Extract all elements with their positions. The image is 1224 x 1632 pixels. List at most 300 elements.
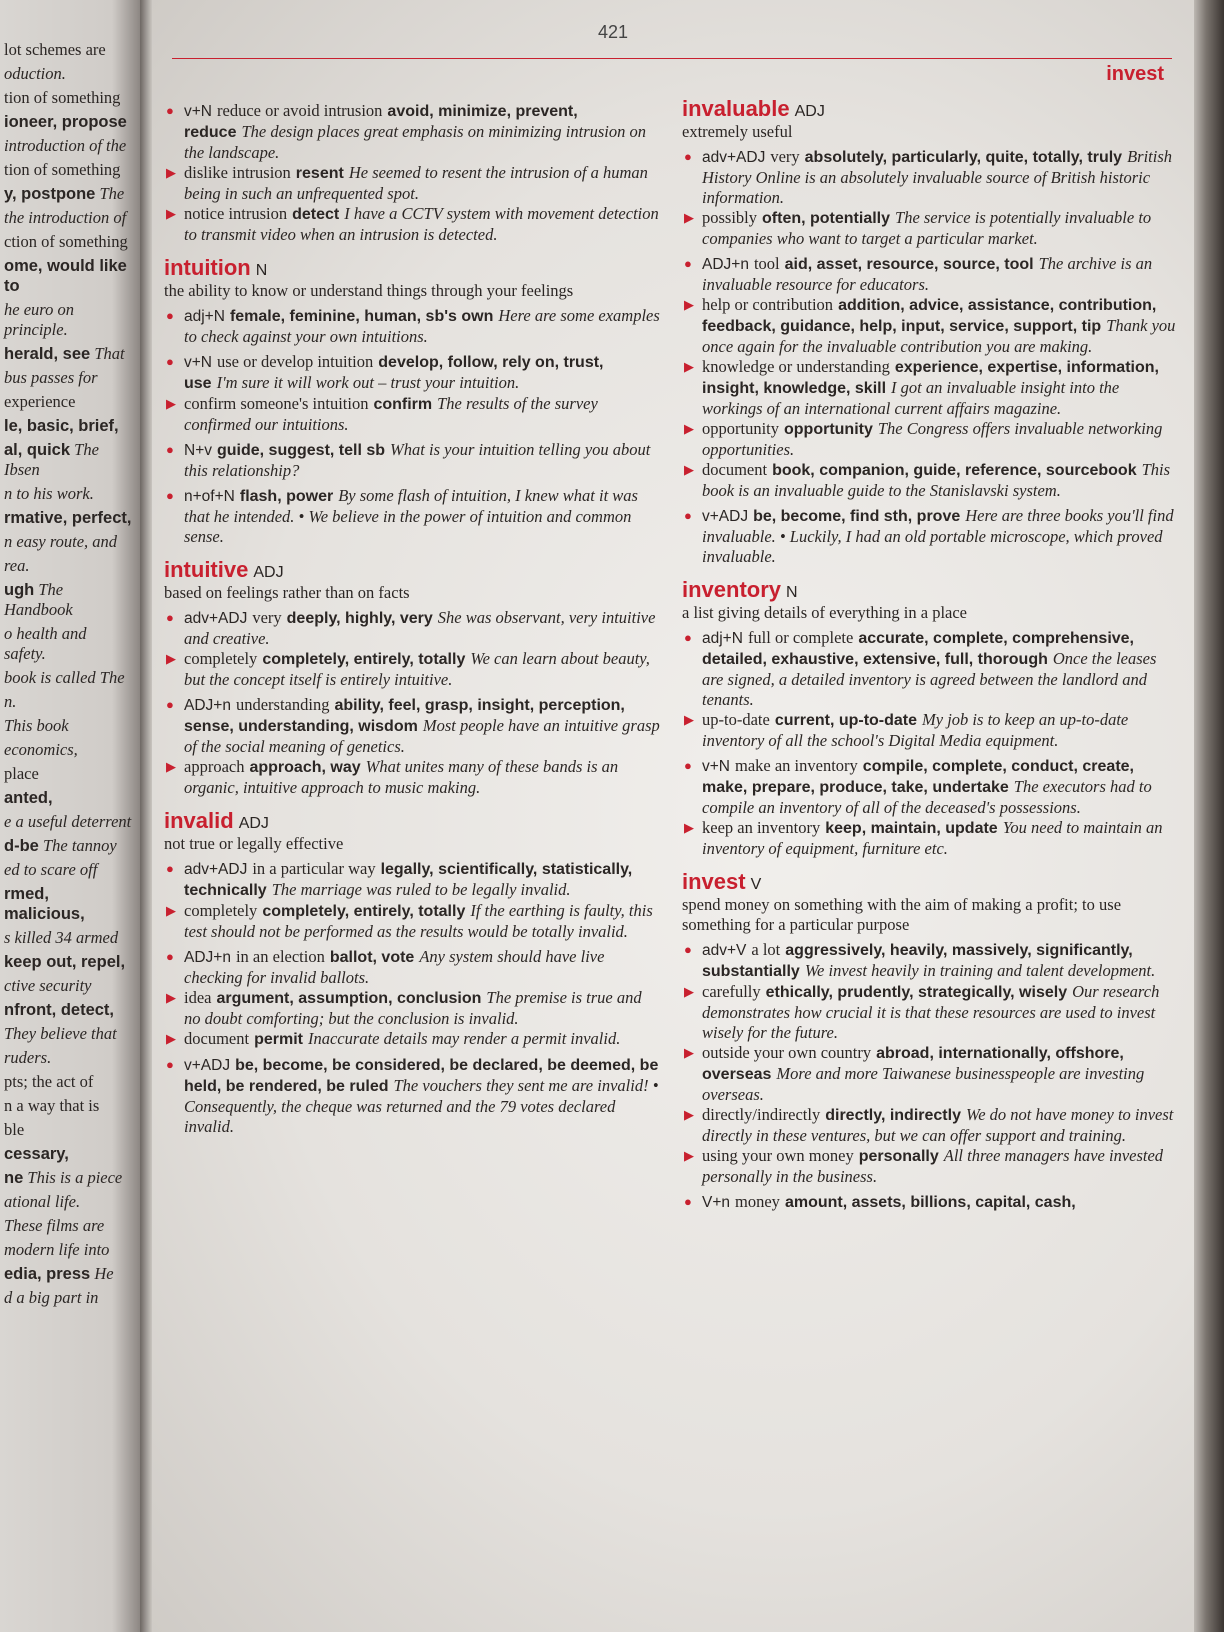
text-segment: bus passes for	[4, 368, 98, 387]
text-line	[4, 1144, 132, 1164]
text-segment: The Handbook	[4, 580, 73, 619]
collocates: resent	[295, 165, 344, 182]
bullet-icon: ●	[166, 308, 174, 323]
collocation-sense	[682, 710, 1178, 751]
book-gutter	[140, 0, 152, 1632]
arrow-icon: ▶	[166, 206, 176, 221]
entry-heading	[682, 96, 1178, 122]
text-line	[4, 344, 132, 364]
text-segment: anted,	[4, 789, 53, 807]
collocates: personally	[858, 1148, 939, 1165]
headword: invalid	[164, 808, 234, 833]
text-line	[4, 1264, 132, 1284]
collocates: approach, way	[249, 759, 361, 776]
dictionary-entry	[682, 96, 1178, 567]
text-line	[4, 1024, 132, 1044]
example-sentence: She was observant, very intuitive and creative.	[184, 608, 656, 648]
collocation-pattern: adv+ADJ	[702, 149, 766, 166]
text-segment: n a way that is	[4, 1096, 100, 1115]
text-line	[4, 160, 132, 180]
collocation-pattern: ADJ+n	[702, 256, 749, 273]
text-segment: place	[4, 764, 39, 783]
dictionary-entry	[682, 577, 1178, 859]
collocation-pattern: adv+ADJ	[184, 610, 248, 627]
definition: extremely useful	[682, 122, 793, 141]
example-sentence: This book is an invaluable guide to the Stanislavski system.	[702, 460, 1171, 500]
arrow-icon: ▶	[684, 820, 694, 835]
collocation-sense	[682, 506, 1178, 567]
arrow-icon: ▶	[166, 651, 176, 666]
collocation-sense	[164, 440, 660, 481]
sense-gloss: help or contribution	[702, 295, 834, 314]
sense-gloss: use or develop intuition	[217, 352, 374, 371]
example-sentence: We can learn about beauty, but the concept itself is entirely intuitive.	[184, 649, 650, 689]
part-of-speech: N	[255, 262, 268, 279]
example-sentence: I'm sure it will work out – trust your intuition.	[216, 373, 520, 392]
sense-gloss: tool	[753, 254, 780, 273]
sense-gloss: notice intrusion	[184, 204, 288, 223]
text-line	[4, 1192, 132, 1212]
text-line	[4, 184, 132, 204]
example-sentence: He seemed to resent the intrusion of a human being in such an unfrequented spot.	[184, 163, 648, 203]
text-line	[4, 1216, 132, 1236]
text-segment: This is a piece	[23, 1168, 123, 1187]
collocation-sense	[682, 818, 1178, 859]
example-sentence: Once the leases are signed, a detailed inventory is agreed between the landlord and tenants.	[702, 649, 1157, 709]
text-segment: ugh	[4, 581, 35, 599]
example-sentence: The marriage was ruled to be legally invalid.	[271, 880, 571, 899]
arrow-icon: ▶	[684, 210, 694, 225]
text-segment: o health and safety.	[4, 624, 87, 663]
text-segment: e a useful deterrent	[4, 812, 132, 831]
arrow-icon: ▶	[166, 759, 176, 774]
collocates: directly, indirectly	[825, 1107, 961, 1124]
collocation-sense	[164, 947, 660, 988]
entry-heading	[164, 557, 660, 583]
page-number: 421	[598, 22, 629, 42]
example-sentence: The vouchers they sent me are invalid! • Consequently, the cheque was returned and the 79 votes declared invalid.	[184, 1076, 659, 1136]
collocates: avoid, minimize, prevent, reduce	[184, 103, 578, 141]
arrow-icon: ▶	[166, 903, 176, 918]
collocation-sense	[164, 306, 660, 347]
example-sentence: The design places great emphasis on minimizing intrusion on the landscape.	[184, 122, 647, 162]
entry-heading	[164, 255, 660, 281]
collocates: ballot, vote	[329, 949, 415, 966]
text-segment: They believe that	[4, 1024, 117, 1043]
sense-gloss: approach	[184, 757, 245, 776]
collocates: completely, entirely, totally	[262, 903, 466, 920]
dictionary-entry	[164, 101, 660, 245]
collocates: aggressively, heavily, massively, significantly, substantially	[702, 942, 1133, 980]
sense-gloss: using your own money	[702, 1146, 854, 1165]
sense-gloss: outside your own country	[702, 1043, 872, 1062]
text-segment: He	[90, 1264, 114, 1283]
text-segment: experience	[4, 392, 76, 411]
bullet-icon: ●	[684, 256, 692, 271]
left-page-text	[4, 40, 132, 1312]
collocates: often, potentially	[762, 210, 891, 227]
text-segment: n.	[4, 692, 17, 711]
headword: invest	[682, 869, 746, 894]
collocates: amount, assets, billions, capital, cash,	[784, 1194, 1076, 1211]
example-sentence: The executors had to compile an inventory of all of the deceased's possessions.	[702, 777, 1152, 817]
collocates: accurate, complete, comprehensive, detailed, exhaustive, extensive, full, thorough	[702, 630, 1134, 668]
text-line	[4, 484, 132, 504]
collocates: legally, scientifically, statistically, technically	[184, 861, 633, 899]
collocation-sense	[682, 1146, 1178, 1187]
collocates: absolutely, particularly, quite, totally, truly	[804, 149, 1123, 166]
text-line	[4, 1240, 132, 1260]
collocates: current, up-to-date	[774, 712, 918, 729]
collocation-sense	[682, 208, 1178, 249]
collocates: ability, feel, grasp, insight, perception, sense, understanding, wisdom	[184, 697, 625, 735]
text-segment: rea.	[4, 556, 30, 575]
collocation-pattern: n+of+N	[184, 488, 235, 505]
text-segment: introduction of the	[4, 136, 127, 155]
part-of-speech: ADJ	[794, 103, 825, 120]
header-rule	[172, 58, 1172, 59]
definition: a list giving details of everything in a place	[682, 603, 968, 622]
example-sentence: The service is potentially invaluable to companies who want to target a particular market.	[702, 208, 1152, 248]
text-line	[4, 624, 132, 664]
collocation-sense	[164, 1029, 660, 1050]
collocation-pattern: ADJ+n	[184, 697, 231, 714]
text-segment: rmative, perfect,	[4, 509, 132, 527]
text-segment: he euro on principle.	[4, 300, 74, 339]
collocates: opportunity	[784, 421, 873, 438]
example-sentence: I got an invaluable insight into the workings of an international current affairs magazine.	[702, 378, 1120, 418]
arrow-icon: ▶	[684, 421, 694, 436]
arrow-icon: ▶	[684, 462, 694, 477]
collocates: be, become, be considered, be declared, be deemed, be held, be rendered, be ruled	[184, 1057, 659, 1095]
collocation-sense	[682, 357, 1178, 419]
text-segment: d a big part in	[4, 1288, 99, 1307]
collocation-pattern: adv+ADJ	[184, 861, 248, 878]
text-segment: nfront, detect,	[4, 1001, 114, 1019]
sense-gloss: knowledge or understanding	[702, 357, 890, 376]
arrow-icon: ▶	[684, 712, 694, 727]
headword: invaluable	[682, 96, 790, 121]
sense-gloss: directly/indirectly	[702, 1105, 821, 1124]
running-head: invest	[1106, 63, 1164, 85]
text-line	[4, 740, 132, 760]
text-line	[4, 532, 132, 552]
collocation-sense	[164, 101, 660, 163]
bullet-icon: ●	[684, 149, 692, 164]
example-sentence: Here are three books you'll find invaluable. • Luckily, I had an old portable microscope, which proved invaluable.	[702, 506, 1174, 566]
example-sentence: What unites many of these bands is an organic, intuitive approach to music making.	[184, 757, 619, 797]
text-segment: ruders.	[4, 1048, 52, 1067]
text-segment: herald, see	[4, 345, 91, 363]
text-line	[4, 40, 132, 60]
dictionary-entry	[164, 255, 660, 547]
text-segment: economics,	[4, 740, 78, 759]
arrow-icon: ▶	[684, 984, 694, 999]
sense-gloss: very	[252, 608, 282, 627]
example-sentence: Here are some examples to check against your own intuitions.	[184, 306, 660, 346]
example-sentence: Any system should have live checking for invalid ballots.	[184, 947, 605, 987]
sense-gloss: full or complete	[747, 628, 854, 647]
sense-gloss: completely	[184, 649, 258, 668]
text-segment: ctive security	[4, 976, 92, 995]
arrow-icon: ▶	[166, 165, 176, 180]
collocation-sense	[164, 608, 660, 649]
collocation-pattern: v+ADJ	[184, 1057, 231, 1074]
collocation-pattern: v+ADJ	[702, 508, 749, 525]
collocation-pattern: ADJ+n	[184, 949, 231, 966]
collocates: develop, follow, rely on, trust, use	[184, 354, 604, 392]
text-line	[4, 1096, 132, 1116]
text-segment: ed to scare off	[4, 860, 98, 879]
text-line	[4, 256, 132, 296]
collocates: book, companion, guide, reference, sourcebook	[772, 462, 1137, 479]
text-line	[4, 88, 132, 108]
collocation-sense	[164, 859, 660, 901]
text-line	[4, 440, 132, 480]
dictionary-entry	[164, 808, 660, 1137]
collocation-sense	[164, 394, 660, 435]
text-line	[4, 64, 132, 84]
sense-gloss: in an election	[235, 947, 325, 966]
text-line	[4, 556, 132, 576]
example-sentence: We invest heavily in training and talent development.	[804, 961, 1156, 980]
collocation-sense	[682, 419, 1178, 460]
entry-heading	[682, 577, 1178, 603]
sense-gloss: document	[702, 460, 768, 479]
collocation-sense	[682, 1043, 1178, 1105]
text-line	[4, 716, 132, 736]
bullet-icon: ●	[684, 1194, 692, 1209]
text-segment: This book	[4, 716, 69, 735]
headword: intuitive	[164, 557, 249, 582]
text-segment: ational life.	[4, 1192, 81, 1211]
collocation-pattern: v+N	[184, 103, 212, 120]
definition: the ability to know or understand things through your feelings	[164, 281, 574, 300]
text-segment: tion of something	[4, 88, 121, 107]
example-sentence: We do not have money to invest directly in these ventures, but we can offer support and training.	[702, 1105, 1174, 1145]
sense-gloss: up-to-date	[702, 710, 770, 729]
headword: intuition	[164, 255, 251, 280]
text-line	[4, 764, 132, 784]
text-segment: ble	[4, 1120, 25, 1139]
sense-gloss: reduce or avoid intrusion	[217, 101, 383, 120]
text-segment: y, postpone	[4, 185, 96, 203]
text-segment: le, basic, brief,	[4, 417, 119, 435]
collocates: deeply, highly, very	[286, 610, 433, 627]
sense-gloss: understanding	[235, 695, 330, 714]
example-sentence: Most people have an intuitive grasp of the social meaning of genetics.	[184, 716, 660, 756]
arrow-icon: ▶	[684, 297, 694, 312]
sense-gloss: dislike intrusion	[184, 163, 291, 182]
text-segment: ne	[4, 1169, 24, 1187]
text-line	[4, 1168, 132, 1188]
example-sentence: The archive is an invaluable resource for educators.	[702, 254, 1153, 294]
bullet-icon: ●	[166, 488, 174, 503]
collocation-sense	[682, 295, 1178, 357]
sense-gloss: possibly	[702, 208, 758, 227]
collocates: argument, assumption, conclusion	[216, 990, 482, 1007]
text-segment: The tannoy	[38, 836, 117, 855]
bullet-icon: ●	[166, 610, 174, 625]
text-segment: lot schemes are	[4, 40, 106, 59]
bullet-icon: ●	[166, 1057, 174, 1072]
text-segment: keep out, repel,	[4, 953, 126, 971]
text-segment: n to his work.	[4, 484, 94, 503]
text-line	[4, 836, 132, 856]
example-sentence: By some flash of intuition, I knew what it was that he intended. • We believe in the power of intuition and common sense.	[184, 486, 638, 546]
example-sentence: The premise is true and no doubt comforting; but the conclusion is invalid.	[184, 988, 642, 1028]
example-sentence: What is your intuition telling you about this relationship?	[184, 440, 651, 480]
collocates: flash, power	[239, 488, 334, 505]
text-line	[4, 300, 132, 340]
text-segment: ome, would like to	[4, 257, 127, 295]
text-segment: These films are	[4, 1216, 105, 1235]
definition: spend money on something with the aim of making a profit; to use something for a particular purpose	[682, 895, 1122, 934]
collocation-sense	[164, 649, 660, 690]
sense-gloss: carefully	[702, 982, 761, 1001]
bullet-icon: ●	[166, 861, 174, 876]
collocation-sense	[682, 982, 1178, 1043]
sense-gloss: confirm someone's intuition	[184, 394, 369, 413]
headword: inventory	[682, 577, 782, 602]
sense-gloss: money	[735, 1192, 780, 1211]
example-sentence: If the earthing is faulty, this test should not be performed as the results would be totally invalid.	[184, 901, 653, 941]
bullet-icon: ●	[166, 949, 174, 964]
collocates: abroad, internationally, offshore, overseas	[702, 1045, 1124, 1083]
text-segment: ction of something	[4, 232, 128, 251]
arrow-icon: ▶	[684, 1045, 694, 1060]
text-segment: s killed 34 armed	[4, 928, 119, 947]
sense-gloss: make an inventory	[735, 756, 858, 775]
sense-gloss: keep an inventory	[702, 818, 821, 837]
text-line	[4, 788, 132, 808]
right-column	[682, 96, 1178, 1223]
text-segment: That	[90, 344, 125, 363]
collocation-sense	[164, 204, 660, 245]
collocation-pattern: v+N	[702, 758, 730, 775]
example-sentence: The Congress offers invaluable networking opportunities.	[702, 419, 1163, 459]
part-of-speech: N	[786, 584, 798, 601]
text-line	[4, 392, 132, 412]
example-sentence: The results of the survey confirmed our intuitions.	[184, 394, 598, 434]
text-segment: book is called The	[4, 668, 125, 687]
example-sentence: All three managers have invested personally in the business.	[702, 1146, 1164, 1186]
text-line	[4, 1072, 132, 1092]
bullet-icon: ●	[166, 697, 174, 712]
bullet-icon: ●	[166, 442, 174, 457]
sense-gloss: completely	[184, 901, 258, 920]
collocation-sense	[682, 147, 1178, 208]
collocation-sense	[682, 254, 1178, 295]
text-line	[4, 208, 132, 228]
text-segment: modern life into	[4, 1240, 110, 1259]
collocation-sense	[164, 757, 660, 798]
collocation-pattern: adj+N	[184, 308, 225, 325]
bullet-icon: ●	[684, 508, 692, 523]
collocates: addition, advice, assistance, contribution, feedback, guidance, help, input, service, support, tip	[702, 297, 1157, 335]
collocation-sense	[164, 352, 660, 394]
dictionary-entry	[682, 869, 1178, 1213]
arrow-icon: ▶	[166, 1031, 176, 1046]
bullet-icon: ●	[684, 942, 692, 957]
sense-gloss: document	[184, 1029, 250, 1048]
example-sentence: Thank you once again for the invaluable contribution you are making.	[702, 316, 1176, 356]
entry-heading	[682, 869, 1178, 895]
text-line	[4, 884, 132, 924]
collocates: experience, expertise, information, insight, knowledge, skill	[702, 359, 1159, 397]
collocation-sense	[682, 1105, 1178, 1146]
collocation-sense	[682, 940, 1178, 982]
collocation-sense	[164, 901, 660, 942]
collocates: be, become, find sth, prove	[753, 508, 961, 525]
text-line	[4, 1048, 132, 1068]
arrow-icon: ▶	[166, 396, 176, 411]
collocates: keep, maintain, update	[825, 820, 998, 837]
collocation-pattern: v+N	[184, 354, 212, 371]
collocates: guide, suggest, tell sb	[217, 442, 386, 459]
collocation-sense	[682, 1192, 1178, 1213]
example-sentence: I have a CCTV system with movement detection to transmit video when an intrusion is detected.	[184, 204, 659, 244]
dictionary-entry	[164, 557, 660, 798]
collocation-pattern: N+v	[184, 442, 212, 459]
sense-gloss: idea	[184, 988, 212, 1007]
text-segment: ioneer, propose	[4, 113, 127, 131]
text-segment: The	[95, 184, 125, 203]
bullet-icon: ●	[684, 758, 692, 773]
text-line	[4, 692, 132, 712]
text-line	[4, 580, 132, 620]
collocation-sense	[164, 988, 660, 1029]
text-line	[4, 812, 132, 832]
text-segment: the introduction of	[4, 208, 127, 227]
text-segment: edia, press	[4, 1265, 91, 1283]
collocation-sense	[164, 695, 660, 757]
text-line	[4, 136, 132, 156]
collocates: completely, entirely, totally	[262, 651, 466, 668]
sense-gloss: very	[770, 147, 800, 166]
text-line	[4, 1000, 132, 1020]
collocation-sense	[164, 486, 660, 547]
text-segment: cessary,	[4, 1145, 69, 1163]
collocates: compile, complete, conduct, create, make, prepare, produce, take, undertake	[702, 758, 1134, 796]
bullet-icon: ●	[684, 630, 692, 645]
facing-left-page	[0, 0, 140, 1632]
example-sentence: Our research demonstrates how crucial it is that these resources are used to invest wisely for the future.	[702, 982, 1160, 1042]
bullet-icon: ●	[166, 103, 174, 118]
collocation-sense	[682, 460, 1178, 501]
text-segment: d-be	[4, 837, 39, 855]
example-sentence: British History Online is an absolutely invaluable source of British historic information.	[702, 147, 1172, 207]
text-segment: tion of something	[4, 160, 121, 179]
part-of-speech: ADJ	[238, 815, 269, 832]
example-sentence: Inaccurate details may render a permit invalid.	[307, 1029, 621, 1048]
collocation-sense	[164, 163, 660, 204]
text-line	[4, 416, 132, 436]
part-of-speech: V	[750, 876, 762, 893]
arrow-icon: ▶	[684, 1107, 694, 1122]
collocation-pattern: adj+N	[702, 630, 743, 647]
entry-heading	[164, 808, 660, 834]
text-line	[4, 952, 132, 972]
collocation-sense	[682, 756, 1178, 818]
example-sentence: My job is to keep an up-to-date inventory of all the school's Digital Media equipment.	[702, 710, 1129, 750]
collocates: confirm	[373, 396, 433, 413]
example-sentence: You need to maintain an inventory of equipment, furniture etc.	[702, 818, 1163, 858]
definition: based on feelings rather than on facts	[164, 583, 410, 602]
collocation-sense	[682, 628, 1178, 710]
collocates: ethically, prudently, strategically, wisely	[765, 984, 1068, 1001]
text-segment: pts; the act of	[4, 1072, 94, 1091]
